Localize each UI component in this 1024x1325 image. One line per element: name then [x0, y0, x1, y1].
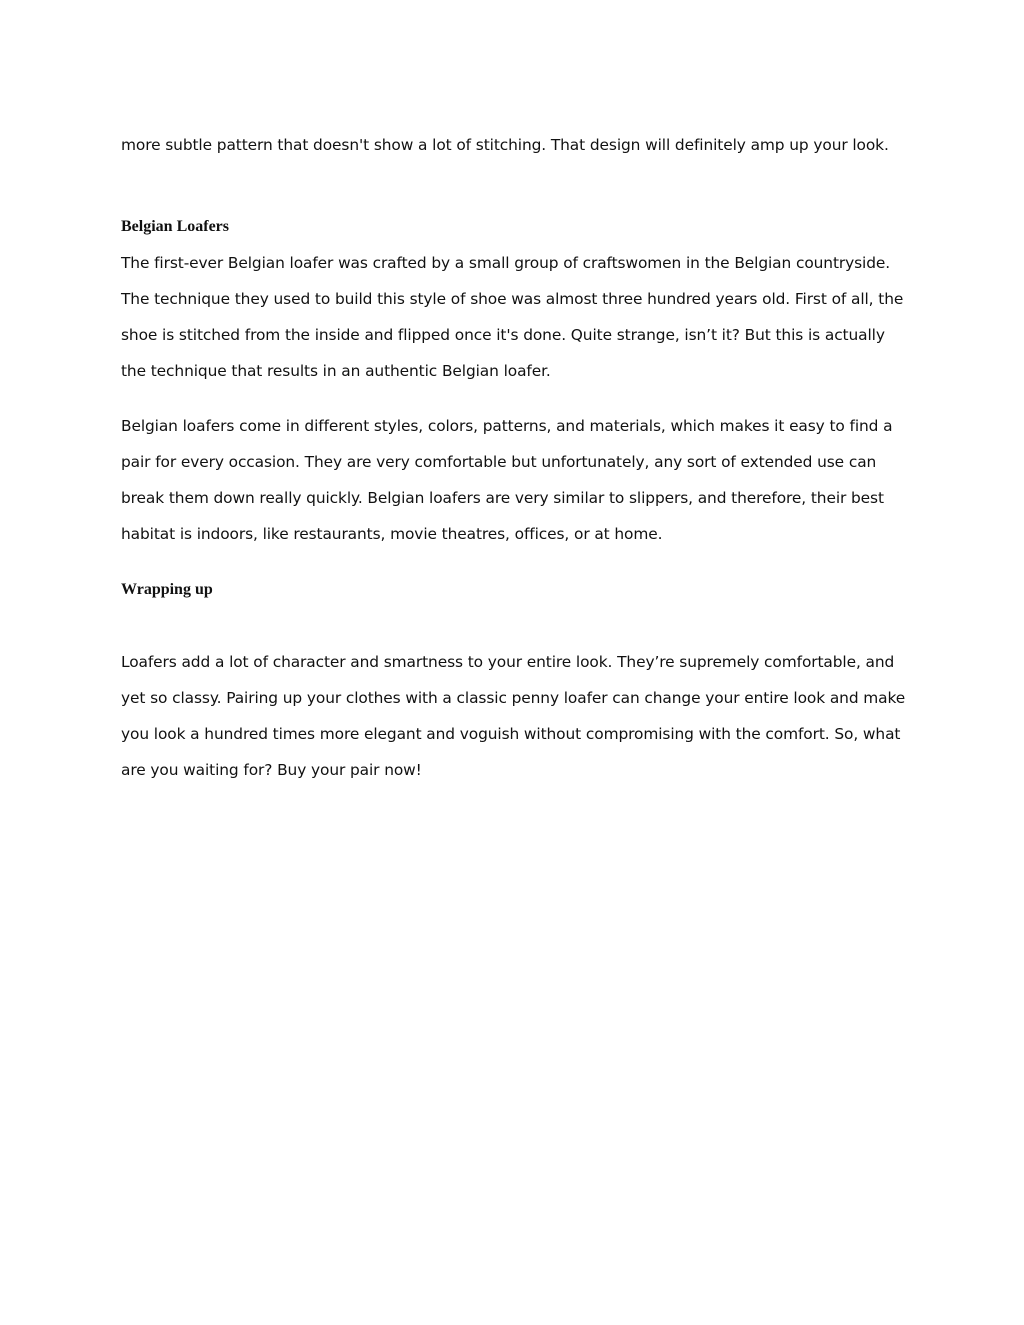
intro-paragraph: more subtle pattern that doesn't show a lot of stitching. That design will definitely amp up your look. [121, 136, 889, 154]
document-page [121, 127, 911, 788]
paragraph-belgian-styles: Belgian loafers come in different styles, colors, patterns, and materials, which makes it easy to find a pair for every occasion. They are very comfortable but unfortunately, any sort of extended use can break them down really quickly. Belgian loafers are very similar to slippers, and therefore, their best habitat is indoors, like restaurants, movie theatres, offices, or at home. [121, 417, 893, 543]
paragraph-wrapping-up: Loafers add a lot of character and smartness to your entire look. They’re supremely comfortable, and yet so classy. Pairing up your clothes with a classic penny loafer can change your entire look and make you look a hundred times more elegant and voguish without compromising with the comfort. So, what are you waiting for? Buy your pair now! [121, 653, 906, 779]
section-heading-wrapping-up: Wrapping up [121, 581, 213, 598]
paragraph-belgian-history: The first-ever Belgian loafer was crafted by a small group of craftswomen in the Belgian countryside. The technique they used to build this style of shoe was almost three hundred years old. First of all, the shoe is stitched from the inside and flipped once it's done. Quite strange, isn’t it? But this is actually the technique that results in an authentic Belgian loafer. [121, 254, 904, 380]
section-heading-belgian-loafers: Belgian Loafers [121, 218, 229, 235]
